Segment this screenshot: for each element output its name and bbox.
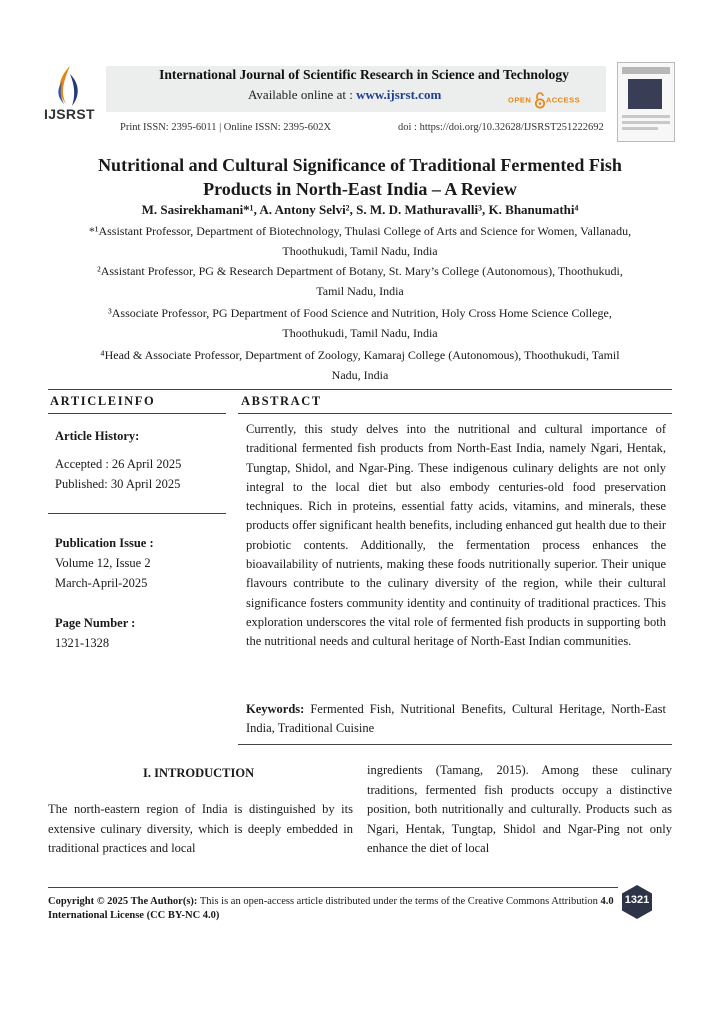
issue-label: Publication Issue : <box>55 536 154 550</box>
abstract-divider <box>238 413 672 414</box>
license-name[interactable]: 4.0 International License (CC BY-NC 4.0) <box>48 896 614 921</box>
available-online <box>248 87 441 103</box>
affiliation-line: Nadu, India <box>331 368 389 382</box>
copyright-label: Copyright © 2025 The Author(s): <box>48 896 198 907</box>
intro-left-column: The north-eastern region of India is distinguished by its extensive culinary diversity, which is deeply embedded in traditional practices and local <box>48 802 353 855</box>
publication-period: March-April-2025 <box>55 576 148 590</box>
open-access-lock-icon <box>534 92 546 109</box>
journal-cover-thumbnail <box>617 62 675 142</box>
title-line-2: Products in North-East India – A Review <box>203 179 517 199</box>
top-divider <box>48 389 672 390</box>
article-info-divider <box>48 413 226 414</box>
copyright-text: This is an open-access article distributed under the terms of the Creative Commons Attribution <box>197 896 601 907</box>
keywords-list: Fermented Fish, Nutritional Benefits, Cultural Heritage, North-East India, Traditional Cuisine <box>246 702 666 736</box>
open-access-badge <box>508 92 580 109</box>
volume-issue: Volume 12, Issue 2 <box>55 556 151 570</box>
page-number: 1321 <box>624 894 650 906</box>
history-label: Article History: <box>55 429 140 443</box>
published-date: Published: 30 April 2025 <box>55 477 181 491</box>
logo-text: IJSRST <box>44 106 95 122</box>
issn-line: Print ISSN: 2395-6011 | Online ISSN: 2395-602X <box>120 122 332 133</box>
affiliation-line: ³Associate Professor, PG Department of Food Science and Nutrition, Holy Cross Home Science College, <box>108 306 612 320</box>
accepted-date: Accepted : 26 April 2025 <box>55 457 182 471</box>
affiliation-line: ⁴Head & Associate Professor, Department of Zoology, Kamaraj College (Autonomous), Thoothukudi, Tamil <box>100 348 620 362</box>
abstract-text: Currently, this study delves into the nutritional and cultural importance of traditional fermented fish products from North-East India, namely Ngari, Hentak, Tungtap, Shidol, and Ngar-Ping. These indigenous culinary delights are not only integral to the local diet but also embody centuries-old food preservation techniques. Rich in proteins, essential fatty acids, vitamins, and minerals, these products offer significant health benefits, including enhanced gut health due to their probiotic contents. Additionally, the fermentation process enhances the bioavailability of nutrients, making these foods nutritionally superior. Their unique flavours contribute to the culinary diversity of the region, while their cultural significance fosters community identity and continuity of traditional practices. This exploration underscores the vital role of fermented fish products in supporting both the nutritional needs and cultural heritage of North-East Indian communities. <box>246 422 666 649</box>
page-range: 1321-1328 <box>55 636 110 650</box>
article-info-heading: ARTICLEINFO <box>50 394 156 408</box>
oa-suffix: ACCESS <box>545 95 581 105</box>
keywords <box>246 700 666 739</box>
publication-issue <box>55 533 154 593</box>
abstract-heading: ABSTRACT <box>241 394 322 408</box>
doi-line[interactable]: doi : https://doi.org/10.32628/IJSRST251222692 <box>398 122 604 133</box>
journal-url-link[interactable]: www.ijsrst.com <box>356 87 442 102</box>
intro-right-column: ingredients (Tamang, 2015). Among these culinary traditions, fermented fish products occupy a distinctive position, both nutritionally and culturally. Products such as Ngari, Hentak, Tungtap, Shidol and Ngar-Ping not only enhance the diet of local <box>367 763 672 855</box>
journal-header <box>40 62 675 144</box>
affiliation-line: ²Assistant Professor, PG & Research Department of Botany, St. Mary’s College (Autonomous), Thoothukudi, <box>97 264 623 278</box>
keywords-label: Keywords: <box>246 702 305 716</box>
article-history <box>55 426 181 494</box>
introduction-heading: I. INTRODUCTION <box>143 766 255 780</box>
journal-title: International Journal of Scientific Research in Science and Technology <box>159 67 569 82</box>
page-number-label: Page Number : <box>55 616 136 630</box>
abstract-bottom-divider <box>238 744 672 745</box>
affiliation-line: Tamil Nadu, India <box>316 284 404 298</box>
page-numbers <box>55 613 135 653</box>
copyright-notice <box>48 895 618 923</box>
affiliation-line: *¹Assistant Professor, Department of Biotechnology, Thulasi College of Arts and Science for Women, Vallanadu, <box>88 224 632 238</box>
title-line-1: Nutritional and Cultural Significance of Traditional Fermented Fish <box>98 155 622 175</box>
info-mid-divider <box>48 513 226 514</box>
affiliation-line: Thoothukudi, Tamil Nadu, India <box>282 326 438 340</box>
oa-prefix: OPEN <box>508 95 534 105</box>
author-list: M. Sasirekhamani*¹, A. Antony Selvi², S. M. D. Mathuravalli³, K. Bhanumathi⁴ <box>141 202 579 217</box>
affiliation-line: Thoothukudi, Tamil Nadu, India <box>282 244 438 258</box>
article-title <box>40 153 680 201</box>
available-prefix: Available online at : <box>248 87 357 102</box>
footer-divider <box>48 887 618 888</box>
